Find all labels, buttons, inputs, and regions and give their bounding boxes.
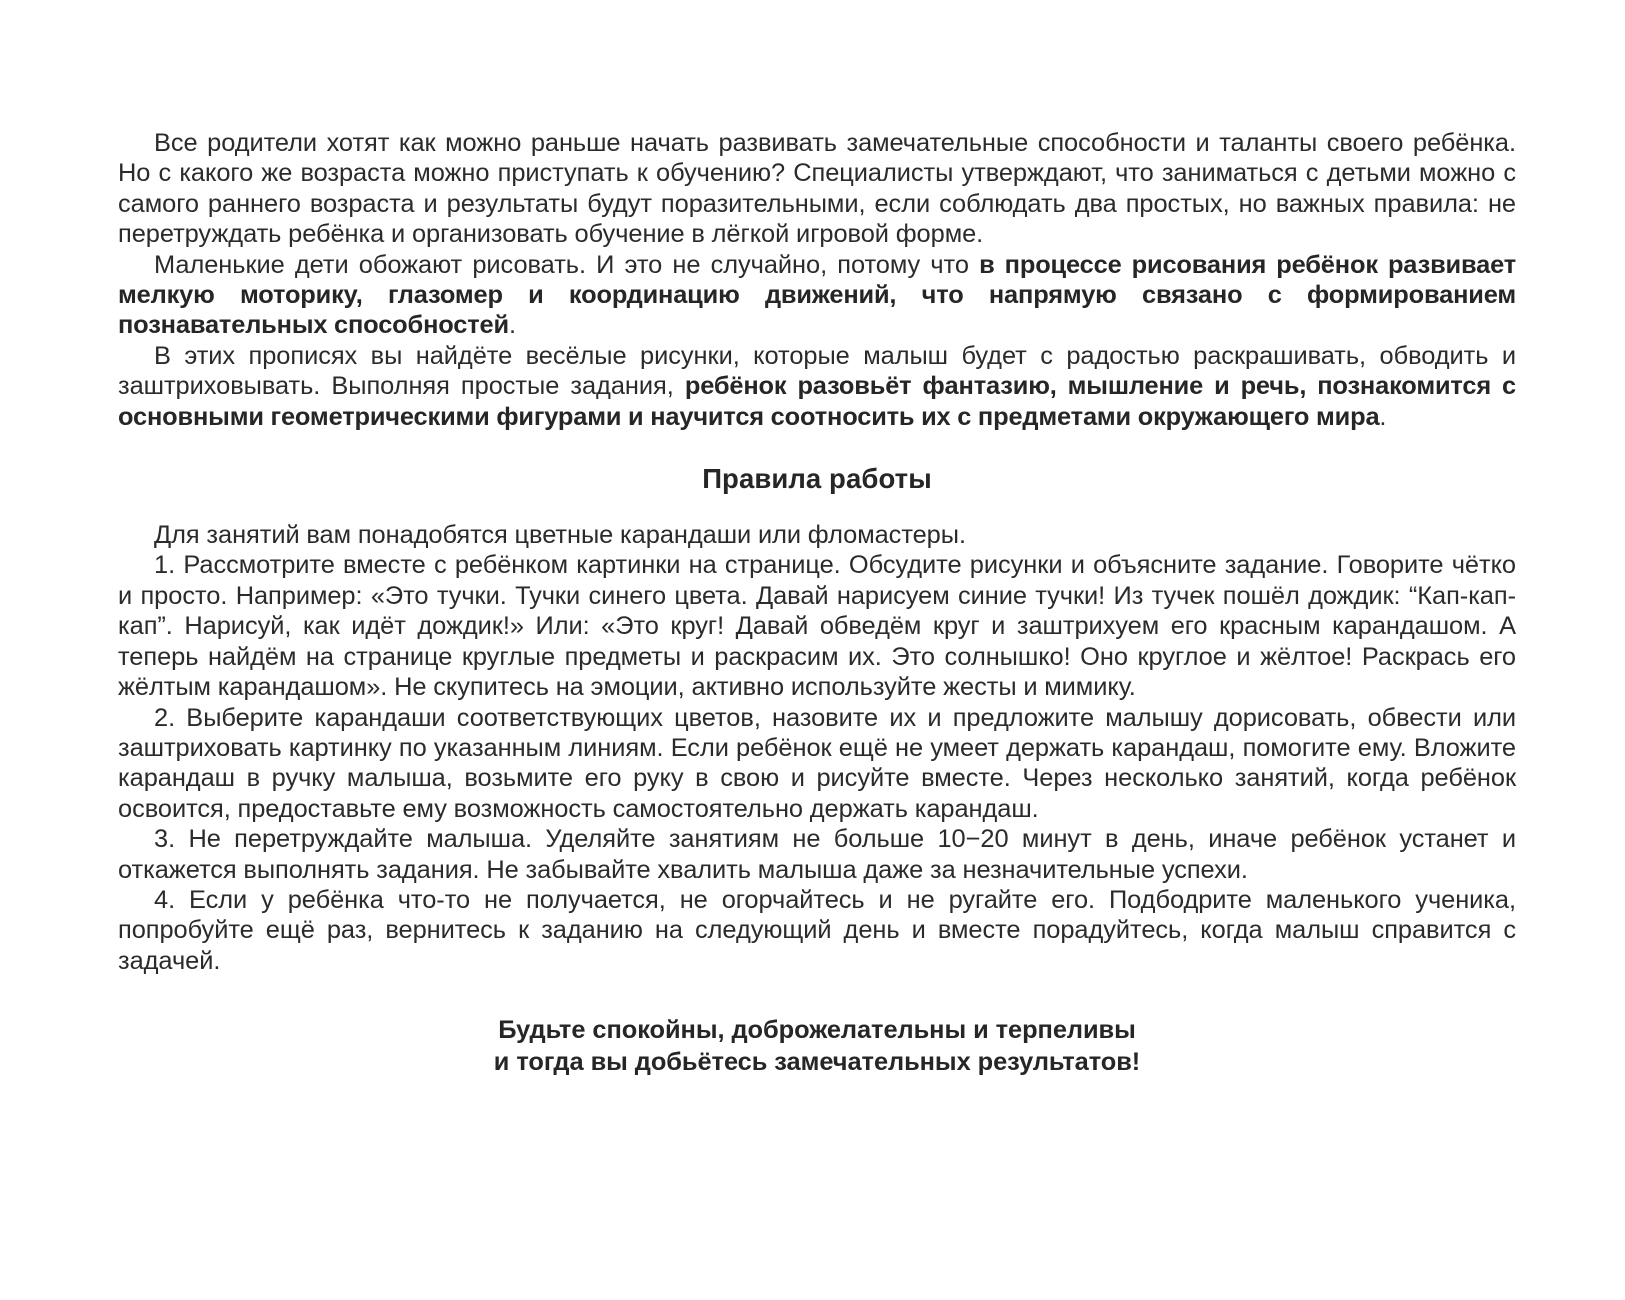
intro-paragraph-2-emphasis: в процессе рисования ребёнок развивает мелкую моторику, глазомер и координацию движений, что напрямую связано с формированием познавательных способностей bbox=[118, 250, 1516, 340]
document-content bbox=[118, 128, 1516, 1078]
intro-paragraph-3-tail: . bbox=[1379, 402, 1387, 431]
intro-paragraph-3-emphasis: ребёнок разовьёт фантазию, мышление и речь, познакомится с основными геометрическими фигурами и научится соотносить их с предметами окружающего мира bbox=[118, 372, 1516, 431]
rule-item-2: 2. Выберите карандаши соответствующих цветов, назовите их и предложите малышу дорисовать, обвести или заштриховать картинку по указанным линиям. Если ребёнок ещё не умеет держать карандаш, помогите ему. Вложите карандаш в ручку малыша, возьмите его руку в свою и рисуйте вместе. Через несколько занятий, когда ребёнок освоится, предоставьте ему возможность самостоятельно держать карандаш. bbox=[118, 703, 1516, 823]
intro-section bbox=[118, 128, 1516, 432]
intro-paragraph-1 bbox=[118, 128, 1516, 250]
intro-paragraph-2 bbox=[118, 250, 1516, 341]
intro-paragraph-1-text: Все родители хотят как можно раньше начать развивать замечательные способности и таланты своего ребёнка. Но с какого же возраста можно приступать к обучению? Специалисты утверждают, что заниматься с детьми можно с самого раннего возраста и результаты будут поразительными, если соблюдать два простых, но важных правила: не перетруждать ребёнка и организовать обучение в лёгкой игровой форме. bbox=[118, 129, 1516, 249]
rules-section bbox=[118, 520, 1516, 976]
closing-line-1: Будьте спокойны, доброжелательны и терпеливы bbox=[498, 1016, 1136, 1045]
intro-paragraph-3 bbox=[118, 341, 1516, 432]
rule-item-4: 4. Если у ребёнка что-то не получается, не огорчайтесь и не ругайте его. Подбодрите маленького ученика, попробуйте ещё раз, вернитесь к заданию на следующий день и вместе порадуйтесь, когда малыш справится с задачей. bbox=[118, 885, 1516, 975]
rule-item-1: 1. Рассмотрите вместе с ребёнком картинки на странице. Обсудите рисунки и объясните задание. Говорите чётко и просто. Например: «Это тучки. Тучки синего цвета. Давай нарисуем синие тучки! Из тучек пошёл дождик: “Кап-кап-кап”. Нарисуй, как идёт дождик!» Или: «Это круг! Давай обведём круг и заштрихуем его красным карандашом. А теперь найдём на странице круглые предметы и раскрасим их. Это солнышко! Оно круглое и жёлтое! Раскрась его жёлтым карандашом». Не скупитесь на эмоции, активно используйте жесты и мимику. bbox=[118, 551, 1516, 702]
intro-paragraph-2-lead: Маленькие дети обожают рисовать. И это не случайно, потому что bbox=[154, 250, 980, 279]
intro-paragraph-3-lead: В этих прописях вы найдёте весёлые рисунки, которые малыш будет с радостью раскрашивать, обводить и заштриховывать. Выполняя простые задания, bbox=[118, 341, 1516, 401]
closing-statement bbox=[118, 1014, 1516, 1078]
rules-section-heading: Правила работы bbox=[702, 463, 932, 495]
rule-item-3: 3. Не перетруждайте малыша. Уделяйте занятиям не больше 10−20 минут в день, иначе ребёнок устанет и откажется выполнять задания. Не забывайте хвалить малыша даже за незначительные успехи. bbox=[118, 825, 1516, 884]
rules-lead-paragraph: Для занятий вам понадобятся цветные карандаши или фломастеры. bbox=[154, 521, 966, 550]
intro-paragraph-2-tail: . bbox=[508, 311, 516, 340]
closing-line-2: и тогда вы добьётесь замечательных результатов! bbox=[493, 1048, 1141, 1077]
